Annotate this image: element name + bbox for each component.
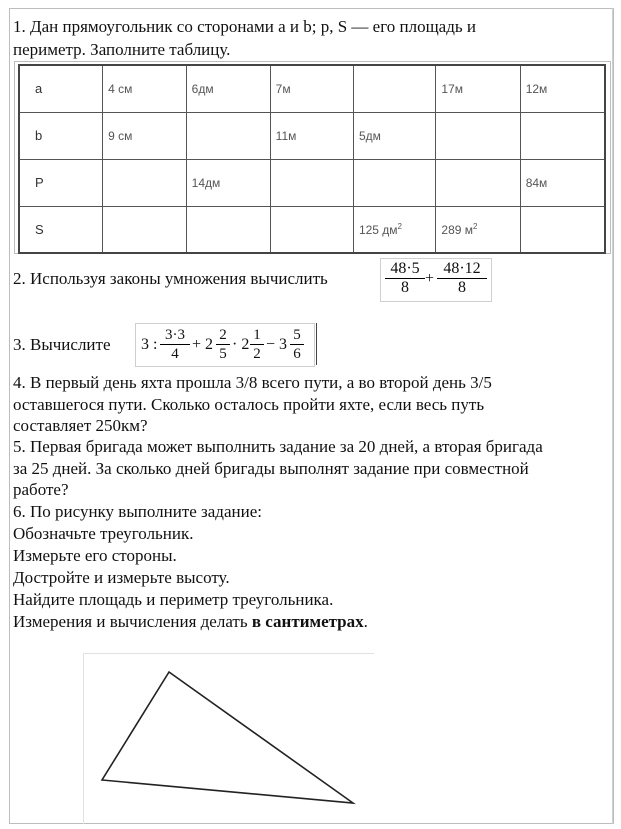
table-cell: 11м [270, 112, 353, 159]
triangle-shape [102, 672, 353, 803]
area-value: 289 м [441, 222, 474, 237]
fraction: $\frac{2}{5}$ [216, 326, 230, 363]
table-cell: 7м [270, 65, 353, 112]
instruction-bold: в сантиметрах [251, 612, 364, 631]
instruction-period: . [363, 612, 368, 631]
fraction: $\frac{1}{2}$ [250, 326, 264, 363]
table-cell: 4 см [103, 65, 187, 112]
task2-text: 2. Используя законы умножения вычислить [13, 269, 328, 288]
task5-line2: за 25 дней. За сколько дней бригады выполнят задание при совместной [13, 459, 529, 478]
task4-line1: 4. В первый день яхта прошла 3/8 всего пути, а во второй день 3/5 [13, 373, 492, 392]
task5-line1: 5. Первая бригада может выполнить задание за 20 дней, а вторая бригада [13, 437, 543, 456]
table-cell: 5дм [353, 112, 435, 159]
task1-line2: периметр. Заполните таблицу. [13, 40, 231, 59]
task3-text: 3. Вычислите [13, 335, 111, 354]
math-term: + 2 [192, 336, 214, 353]
table-cell: 9 см [103, 112, 187, 159]
task6-line5: Найдите площадь и периметр треугольника. [13, 590, 334, 609]
task6-line3: Измерьте его стороны. [13, 546, 177, 565]
task6-line4: Достройте и измерьте высоту. [13, 568, 230, 587]
table-cell: 84м [520, 159, 605, 206]
table-cell: 17м [436, 65, 520, 112]
task5-line3: работе? [13, 480, 69, 499]
fraction: $\frac{48\cdot 12}{8}$ [437, 260, 487, 297]
row-label: b [19, 112, 103, 159]
area-value: 125 дм [358, 222, 398, 237]
fraction: $\frac{3\cdot 3}{4}$ [160, 326, 190, 363]
instruction-text: Измерения и вычисления делать [13, 612, 252, 631]
task4-line2: оставшегося пути. Сколько осталось пройти яхте, если весь путь [13, 395, 485, 414]
math-term: 3 : [141, 336, 158, 353]
math-term: · 2 [232, 336, 250, 353]
row-label: P [19, 159, 103, 206]
fraction: $\frac{5}{6}$ [290, 326, 304, 363]
unit-exponent: 2 [473, 221, 478, 231]
task4-line3: составляет 250км? [13, 416, 148, 435]
table-cell: 6дм [186, 65, 270, 112]
task1-line1: 1. Дан прямоугольник со сторонами a и b; p, S — его площадь и [13, 17, 476, 36]
table-cell: 12м [520, 65, 605, 112]
fraction: $\frac{48\cdot 5}{8}$ [385, 260, 425, 297]
row-label: S [19, 206, 103, 253]
task6-line1: 6. По рисунку выполните задание: [13, 502, 262, 521]
unit-exponent: 2 [397, 221, 402, 231]
task6-line2: Обозначьте треугольник. [13, 524, 194, 543]
row-label: a [19, 65, 103, 112]
plus-sign: + [425, 270, 435, 287]
table-cell: 14дм [186, 159, 270, 206]
math-term: − 3 [266, 336, 288, 353]
